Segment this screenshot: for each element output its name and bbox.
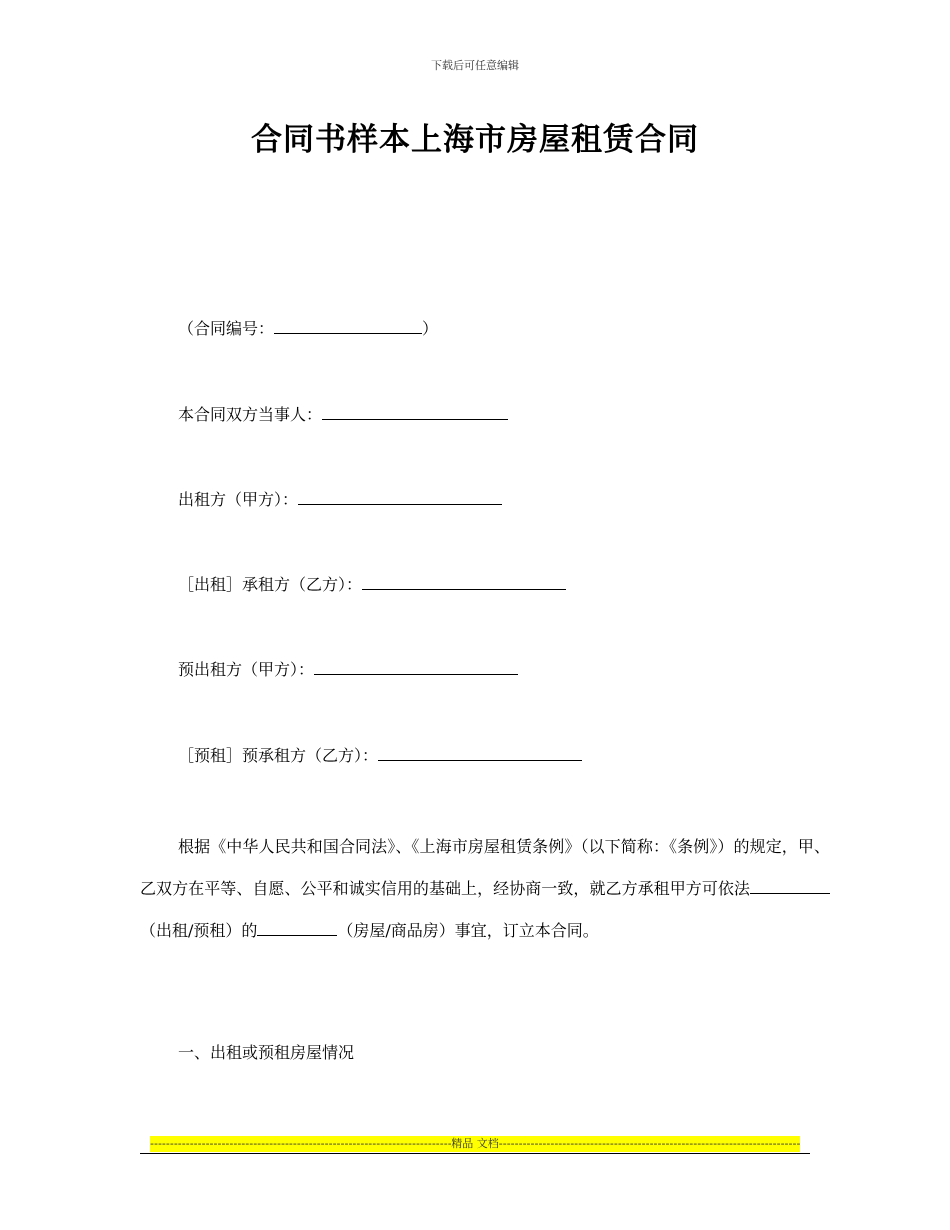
lease-type-blank[interactable] — [750, 879, 830, 894]
document-title: 合同书样本上海市房屋租赁合同 — [251, 122, 699, 158]
parties-label: 本合同双方当事人： — [178, 405, 323, 424]
lessee-line — [178, 574, 566, 596]
lessee-blank[interactable] — [362, 575, 566, 590]
pre-lessor-blank[interactable] — [314, 660, 518, 675]
pre-lessee-line — [178, 745, 582, 767]
header-note: 下载后可任意编辑 — [431, 59, 519, 72]
preamble-paragraph — [140, 826, 830, 952]
footer-dashes-left — [150, 1136, 451, 1152]
parties-blank[interactable] — [322, 405, 508, 420]
preamble-text-1: 根据《中华人民共和国合同法》、《上海市房屋租赁条例》（以下简称：《条例》）的规定，甲、乙双方在平等、自愿、公平和诚实信用的基础上，经协商一致，就乙方承租甲方可依法 — [140, 837, 830, 898]
footer-dashes-right — [499, 1136, 800, 1152]
preamble-text-2: （出租/预租）的 — [140, 921, 258, 940]
parties-line — [178, 404, 508, 426]
contract-number-close: ） — [422, 319, 439, 338]
pre-lessee-blank[interactable] — [378, 746, 582, 761]
lessor-blank[interactable] — [298, 490, 502, 505]
pre-lessee-label: ［预租］预承租方（乙方）： — [178, 746, 379, 765]
pre-lessor-line — [178, 659, 518, 681]
footer-rule — [140, 1153, 810, 1154]
lessor-label: 出租方（甲方）： — [178, 490, 299, 509]
footer-label: 精品 文档 — [451, 1137, 499, 1150]
pre-lessor-label: 预出租方（甲方）： — [178, 660, 315, 679]
contract-number-label: （合同编号： — [178, 319, 275, 338]
section-heading: 一、出租或预租房屋情况 — [178, 1043, 355, 1062]
lessee-label: ［出租］承租方（乙方）： — [178, 575, 363, 594]
contract-number-line — [178, 318, 438, 340]
property-type-blank[interactable] — [257, 921, 337, 936]
contract-number-blank[interactable] — [274, 319, 422, 334]
footer-banner — [150, 1136, 800, 1152]
preamble-text-3: （房屋/商品房）事宜，订立本合同。 — [337, 921, 599, 940]
lessor-line — [178, 489, 502, 511]
